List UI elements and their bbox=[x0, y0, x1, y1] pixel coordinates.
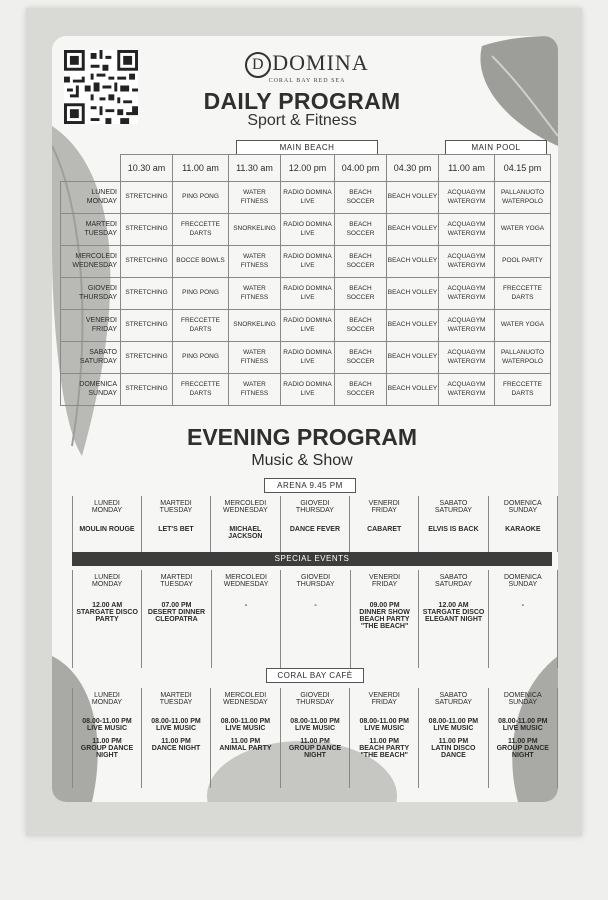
special-events-table bbox=[72, 570, 558, 668]
table-row bbox=[61, 214, 551, 246]
day-english: FRIDAY bbox=[91, 325, 117, 333]
cafe-events-row bbox=[73, 714, 558, 788]
event-name: DESERT DINNER CLEOPATRA bbox=[147, 609, 206, 623]
table-row bbox=[61, 182, 551, 214]
day-italian: LUNEDI bbox=[94, 574, 120, 581]
event-cell bbox=[281, 596, 350, 668]
program-card bbox=[52, 36, 558, 802]
activity-cell: STRETCHING bbox=[121, 342, 173, 374]
cafe-table bbox=[72, 688, 558, 788]
activity-cell: BEACH VOLLEY bbox=[387, 246, 439, 278]
day-cell bbox=[73, 570, 142, 596]
time-header: 11.00 am bbox=[173, 155, 229, 182]
cafe-cell bbox=[141, 714, 210, 788]
show-name: MOULIN ROUGE bbox=[79, 526, 135, 533]
activity-cell: BEACH VOLLEY bbox=[387, 310, 439, 342]
cafe-time-2: 11.00 PM bbox=[92, 738, 122, 745]
day-italian: VENERDI bbox=[368, 692, 400, 699]
day-cell bbox=[61, 374, 121, 406]
activity-cell: SNORKELING bbox=[229, 214, 281, 246]
activity-cell: BOCCE BOWLS bbox=[173, 246, 229, 278]
day-english: THURSDAY bbox=[79, 293, 117, 301]
time-header: 11.30 am bbox=[229, 155, 281, 182]
show-name: CABARET bbox=[367, 526, 402, 533]
show-cell bbox=[280, 522, 349, 552]
day-english: SATURDAY bbox=[434, 507, 472, 514]
day-italian: LUNEDI bbox=[94, 692, 120, 699]
activity-cell: PALLANUOTO WATERPOLO bbox=[495, 182, 551, 214]
cafe-event-2: DANCE NIGHT bbox=[151, 745, 201, 752]
day-italian: LUNEDI bbox=[91, 188, 117, 196]
cafe-event-1: LIVE MUSIC bbox=[294, 725, 336, 732]
cafe-time-2: 11.00 PM bbox=[161, 738, 191, 745]
time-header: 04.00 pm bbox=[335, 155, 387, 182]
day-italian: MARTEDI bbox=[160, 574, 193, 581]
day-italian: MERCOLEDI bbox=[225, 574, 267, 581]
day-cell bbox=[61, 214, 121, 246]
day-cell bbox=[280, 496, 349, 522]
activity-cell: RADIO DOMINA LIVE bbox=[281, 182, 335, 214]
day-italian: SABATO bbox=[439, 500, 468, 507]
time-header: 12.00 pm bbox=[281, 155, 335, 182]
day-english: TUESDAY bbox=[159, 699, 193, 706]
day-english: THURSDAY bbox=[295, 507, 334, 514]
arena-table bbox=[72, 496, 558, 552]
activity-cell: WATER FITNESS bbox=[229, 278, 281, 310]
cafe-event-2: BEACH PARTY "THE BEACH" bbox=[359, 745, 410, 759]
corner-cell bbox=[61, 155, 121, 182]
day-cell bbox=[211, 688, 281, 714]
day-italian: SABATO bbox=[439, 574, 468, 581]
table-row bbox=[61, 374, 551, 406]
day-italian: DOMENICA bbox=[503, 500, 542, 507]
activity-cell: BEACH SOCCER bbox=[335, 342, 387, 374]
day-cell bbox=[488, 496, 557, 522]
cafe-cell bbox=[211, 714, 281, 788]
day-italian: GIOVEDI bbox=[300, 692, 330, 699]
time-header: 04.30 pm bbox=[387, 155, 439, 182]
activity-cell: BEACH SOCCER bbox=[335, 214, 387, 246]
activity-cell: BEACH SOCCER bbox=[335, 310, 387, 342]
day-english: SUNDAY bbox=[508, 507, 538, 514]
show-cell bbox=[141, 522, 210, 552]
day-cell bbox=[73, 688, 142, 714]
day-cell bbox=[61, 182, 121, 214]
activity-cell: FRECCETTE DARTS bbox=[495, 374, 551, 406]
event-name: - bbox=[314, 602, 317, 609]
cafe-time-2: 11.00 PM bbox=[369, 738, 399, 745]
activity-cell: BEACH VOLLEY bbox=[387, 278, 439, 310]
day-cell bbox=[210, 496, 280, 522]
day-english: SATURDAY bbox=[435, 581, 473, 588]
activity-cell: PALLANUOTO WATERPOLO bbox=[495, 342, 551, 374]
cafe-time-1: 08.00-11.00 PM bbox=[428, 718, 479, 725]
cafe-time-1: 08.00-11.00 PM bbox=[498, 718, 548, 725]
activity-cell: WATER FITNESS bbox=[229, 374, 281, 406]
activity-cell: STRETCHING bbox=[121, 246, 173, 278]
cafe-event-1: LIVE MUSIC bbox=[433, 725, 474, 732]
day-english: MONDAY bbox=[91, 507, 123, 514]
cafe-time-2: 11.00 PM bbox=[507, 738, 538, 745]
day-english: WEDNESDAY bbox=[223, 581, 269, 588]
cafe-time-1: 08.00-11.00 PM bbox=[359, 718, 409, 725]
day-italian: DOMENICA bbox=[503, 692, 542, 699]
activity-cell: PING PONG bbox=[173, 182, 229, 214]
activity-cell: RADIO DOMINA LIVE bbox=[281, 342, 335, 374]
arena-header: ARENA 9.45 PM bbox=[264, 478, 356, 493]
cafe-time-1: 08.00-11.00 PM bbox=[290, 718, 340, 725]
day-english: SUNDAY bbox=[508, 699, 538, 706]
cafe-event-2: GROUP DANCE NIGHT bbox=[80, 745, 134, 759]
activity-cell: WATER FITNESS bbox=[229, 182, 281, 214]
domina-logo-icon: D bbox=[245, 52, 271, 78]
day-italian: VENERDI bbox=[369, 574, 401, 581]
day-italian: MARTEDI bbox=[160, 500, 192, 507]
day-cell bbox=[350, 570, 419, 596]
activity-cell: FRECCETTE DARTS bbox=[173, 310, 229, 342]
show-name: LET'S BET bbox=[158, 526, 194, 533]
event-name: STARGATE DISCO PARTY bbox=[76, 609, 138, 623]
cafe-event-1: LIVE MUSIC bbox=[155, 725, 197, 732]
evening-program-subtitle: Music & Show bbox=[251, 452, 353, 469]
activity-cell: WATER FITNESS bbox=[229, 246, 281, 278]
day-italian: DOMENICA bbox=[503, 574, 542, 581]
day-italian: DOMENICA bbox=[79, 380, 117, 388]
activity-cell: RADIO DOMINA LIVE bbox=[281, 246, 335, 278]
day-italian: LUNEDI bbox=[94, 500, 120, 507]
event-cell bbox=[350, 596, 419, 668]
day-english: WEDNESDAY bbox=[223, 507, 268, 514]
cafe-cell bbox=[350, 714, 419, 788]
day-cell bbox=[280, 688, 349, 714]
activity-cell: ACQUAGYM WATERGYM bbox=[439, 246, 495, 278]
event-cell bbox=[73, 596, 142, 668]
day-english: FRIDAY bbox=[371, 581, 398, 588]
brand-logo bbox=[232, 50, 382, 84]
cafe-time-1: 08.00-11.00 PM bbox=[151, 718, 201, 725]
activity-cell: BEACH VOLLEY bbox=[387, 342, 439, 374]
activity-cell: SNORKELING bbox=[229, 310, 281, 342]
evening-program-title: EVENING PROGRAM bbox=[186, 424, 418, 450]
day-italian: MARTEDI bbox=[85, 220, 117, 228]
day-italian: MERCOLEDI bbox=[224, 500, 267, 507]
daily-program-table bbox=[60, 154, 551, 406]
show-name: ELVIS IS BACK bbox=[428, 526, 479, 533]
day-cell bbox=[61, 342, 121, 374]
day-english: MONDAY bbox=[86, 197, 117, 205]
cafe-header: CORAL BAY CAFÈ bbox=[266, 668, 364, 683]
day-cell bbox=[61, 278, 121, 310]
day-english: TUESDAY bbox=[84, 229, 117, 237]
day-english: WEDNESDAY bbox=[72, 261, 117, 269]
cafe-cell bbox=[419, 714, 488, 788]
show-name: KARAOKE bbox=[505, 526, 541, 533]
day-english: TUESDAY bbox=[159, 507, 193, 514]
activity-cell: STRETCHING bbox=[121, 374, 173, 406]
event-time: 12.00 AM bbox=[92, 602, 123, 609]
time-header: 04.15 pm bbox=[495, 155, 551, 182]
day-cell bbox=[419, 688, 488, 714]
cafe-event-2: GROUP DANCE NIGHT bbox=[496, 745, 549, 759]
day-cell bbox=[141, 496, 210, 522]
activity-cell: PING PONG bbox=[173, 278, 229, 310]
time-header-row bbox=[61, 155, 551, 182]
day-italian: VENERDI bbox=[368, 500, 400, 507]
cafe-time-2: 11.00 PM bbox=[300, 738, 330, 745]
activity-cell: BEACH VOLLEY bbox=[387, 214, 439, 246]
table-row bbox=[61, 246, 551, 278]
event-name: STARGATE DISCO ELEGANT NIGHT bbox=[422, 609, 485, 623]
palm-leaf-top-right-icon bbox=[452, 36, 558, 156]
event-cell bbox=[142, 596, 212, 668]
cafe-event-1: LIVE MUSIC bbox=[86, 725, 127, 732]
activity-cell: STRETCHING bbox=[121, 182, 173, 214]
day-italian: GIOVEDI bbox=[300, 500, 330, 507]
day-italian: VENERDI bbox=[85, 316, 117, 324]
day-cell bbox=[61, 246, 121, 278]
main-beach-header: MAIN BEACH bbox=[236, 140, 378, 155]
special-events-bar: SPECIAL EVENTS bbox=[72, 552, 552, 566]
table-row bbox=[61, 310, 551, 342]
day-english: THURSDAY bbox=[296, 699, 335, 706]
event-time: 12.00 AM bbox=[438, 602, 469, 609]
activity-cell: WATER FITNESS bbox=[229, 342, 281, 374]
cafe-days-row bbox=[73, 688, 558, 714]
activity-cell: RADIO DOMINA LIVE bbox=[281, 374, 335, 406]
activity-cell: ACQUAGYM WATERGYM bbox=[439, 278, 495, 310]
activity-cell: BEACH SOCCER bbox=[335, 246, 387, 278]
day-english: SUNDAY bbox=[508, 581, 538, 588]
special-events-row bbox=[73, 596, 558, 668]
brand-name: DOMINA bbox=[272, 50, 369, 75]
event-time: 07.00 PM bbox=[161, 602, 192, 609]
activity-cell: FRECCETTE DARTS bbox=[173, 214, 229, 246]
special-days-row bbox=[73, 570, 558, 596]
activity-cell: RADIO DOMINA LIVE bbox=[281, 310, 335, 342]
activity-cell: STRETCHING bbox=[121, 214, 173, 246]
arena-shows-row bbox=[73, 522, 558, 552]
table-row bbox=[61, 342, 551, 374]
activity-cell: WATER YOGA bbox=[495, 310, 551, 342]
cafe-event-2: GROUP DANCE NIGHT bbox=[288, 745, 342, 759]
show-cell bbox=[350, 522, 419, 552]
cafe-time-2: 11.00 PM bbox=[438, 738, 469, 745]
day-english: THURSDAY bbox=[296, 581, 335, 588]
activity-cell: BEACH VOLLEY bbox=[387, 374, 439, 406]
activity-cell: ACQUAGYM WATERGYM bbox=[439, 214, 495, 246]
day-italian: SABATO bbox=[89, 348, 117, 356]
cafe-event-2: LATIN DISCO DANCE bbox=[431, 745, 476, 759]
activity-cell: FRECCETTE DARTS bbox=[495, 278, 551, 310]
arena-days-row bbox=[73, 496, 558, 522]
cafe-time-1: 08.00-11.00 PM bbox=[220, 718, 271, 725]
main-pool-header: MAIN POOL bbox=[445, 140, 547, 155]
cafe-event-2: ANIMAL PARTY bbox=[219, 745, 272, 752]
time-header: 10.30 am bbox=[121, 155, 173, 182]
day-cell bbox=[350, 496, 419, 522]
day-italian: GIOVEDI bbox=[87, 284, 117, 292]
activity-cell: ACQUAGYM WATERGYM bbox=[439, 342, 495, 374]
show-cell bbox=[210, 522, 280, 552]
cafe-event-1: LIVE MUSIC bbox=[364, 725, 405, 732]
activity-cell: STRETCHING bbox=[121, 278, 173, 310]
day-english: FRIDAY bbox=[371, 699, 397, 706]
day-cell bbox=[211, 570, 281, 596]
day-english: FRIDAY bbox=[371, 507, 397, 514]
day-italian: MERCOLEDI bbox=[224, 692, 267, 699]
daily-program-subtitle: Sport & Fitness bbox=[247, 112, 357, 129]
day-cell bbox=[350, 688, 419, 714]
event-cell bbox=[488, 596, 557, 668]
table-row bbox=[61, 278, 551, 310]
day-italian: SABATO bbox=[439, 692, 468, 699]
cafe-event-1: LIVE MUSIC bbox=[225, 725, 266, 732]
activity-cell: FRECCETTE DARTS bbox=[173, 374, 229, 406]
cafe-time-1: 08.00-11.00 PM bbox=[82, 718, 132, 725]
activity-cell: BEACH SOCCER bbox=[335, 182, 387, 214]
activity-cell: ACQUAGYM WATERGYM bbox=[439, 182, 495, 214]
show-name: MICHAEL JACKSON bbox=[228, 526, 263, 540]
event-name: - bbox=[521, 602, 525, 609]
time-header: 11.00 am bbox=[439, 155, 495, 182]
day-cell bbox=[281, 570, 350, 596]
event-cell bbox=[419, 596, 488, 668]
show-cell bbox=[419, 522, 488, 552]
activity-cell: STRETCHING bbox=[121, 310, 173, 342]
event-name: - bbox=[244, 602, 248, 609]
activity-cell: WATER YOGA bbox=[495, 214, 551, 246]
day-cell bbox=[419, 570, 488, 596]
activity-cell: BEACH SOCCER bbox=[335, 278, 387, 310]
day-cell bbox=[419, 496, 488, 522]
day-cell bbox=[73, 496, 142, 522]
activity-cell: BEACH SOCCER bbox=[335, 374, 387, 406]
day-italian: MERCOLEDI bbox=[75, 252, 117, 260]
day-cell bbox=[488, 688, 557, 714]
activity-cell: RADIO DOMINA LIVE bbox=[281, 278, 335, 310]
day-english: SUNDAY bbox=[88, 389, 117, 397]
cafe-cell bbox=[488, 714, 557, 788]
daily-program-title: DAILY PROGRAM bbox=[203, 88, 401, 114]
cafe-time-2: 11.00 PM bbox=[230, 738, 261, 745]
event-cell bbox=[211, 596, 281, 668]
activity-cell: BEACH VOLLEY bbox=[387, 182, 439, 214]
day-english: SATURDAY bbox=[434, 699, 472, 706]
daily-table-body bbox=[61, 182, 551, 406]
day-cell bbox=[142, 570, 212, 596]
cafe-event-1: LIVE MUSIC bbox=[502, 725, 543, 732]
cafe-cell bbox=[280, 714, 349, 788]
qr-code[interactable] bbox=[64, 50, 138, 124]
activity-cell: RADIO DOMINA LIVE bbox=[281, 214, 335, 246]
day-italian: MARTEDI bbox=[160, 692, 192, 699]
day-cell bbox=[141, 688, 210, 714]
day-cell bbox=[61, 310, 121, 342]
day-cell bbox=[488, 570, 557, 596]
day-english: MONDAY bbox=[91, 699, 123, 706]
activity-cell: POOL PARTY bbox=[495, 246, 551, 278]
day-english: TUESDAY bbox=[160, 581, 193, 588]
cafe-cell bbox=[73, 714, 142, 788]
show-name: DANCE FEVER bbox=[289, 526, 341, 533]
event-time: 09.00 PM bbox=[369, 602, 400, 609]
day-english: WEDNESDAY bbox=[223, 699, 268, 706]
show-cell bbox=[73, 522, 142, 552]
activity-cell: ACQUAGYM WATERGYM bbox=[439, 374, 495, 406]
show-cell bbox=[488, 522, 557, 552]
activity-cell: PING PONG bbox=[173, 342, 229, 374]
brand-subtitle: CORAL BAY RED SEA bbox=[268, 77, 346, 84]
day-english: SATURDAY bbox=[79, 357, 117, 365]
activity-cell: ACQUAGYM WATERGYM bbox=[439, 310, 495, 342]
day-italian: GIOVEDI bbox=[300, 574, 331, 581]
day-english: MONDAY bbox=[92, 581, 123, 588]
event-name: DINNER SHOW BEACH PARTY "THE BEACH" bbox=[359, 609, 410, 630]
